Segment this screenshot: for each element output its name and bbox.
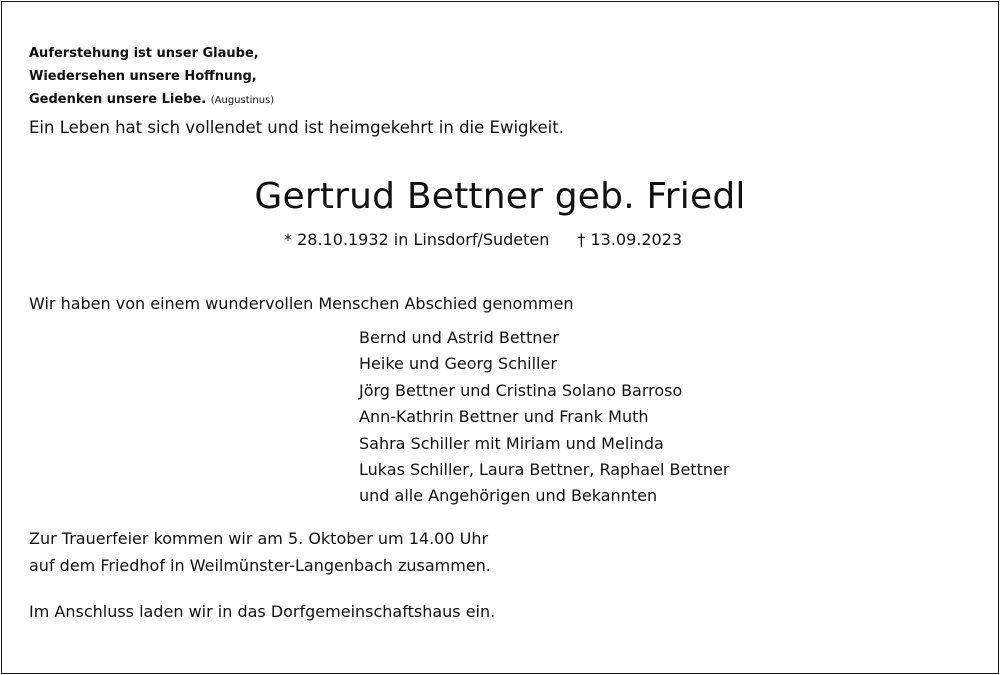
- deceased-name: Gertrud Bettner geb. Friedl: [254, 176, 746, 217]
- mourner-entry: und alle Angehörigen und Bekannten: [359, 486, 658, 506]
- birth-date: * 28.10.1932 in Linsdorf/Sudeten: [284, 230, 550, 249]
- motto-line: Wiedersehen unsere Hoffnung,: [29, 69, 257, 84]
- motto-line-text: Gedenken unsere Liebe.: [29, 92, 207, 107]
- motto-quote: [29, 42, 274, 112]
- motto-line: Auferstehung ist unser Glaube,: [29, 46, 259, 61]
- funeral-service-info: [29, 526, 491, 579]
- mourner-entry: Jörg Bettner und Cristina Solano Barroso: [359, 380, 683, 400]
- life-dates: [284, 230, 682, 249]
- mourner-entry: Heike und Georg Schiller: [359, 354, 557, 374]
- closing-text: Im Anschluss laden wir in das Dorfgemeinschaftshaus ein.: [29, 602, 496, 621]
- motto-line-last: [29, 88, 274, 112]
- death-date: † 13.09.2023: [577, 230, 683, 249]
- service-line: auf dem Friedhof in Weilmünster-Langenbach zusammen.: [29, 555, 491, 575]
- mourner-entry: Sahra Schiller mit Miriam und Melinda: [359, 433, 664, 453]
- service-line: Zur Trauerfeier kommen wir am 5. Oktober um 14.00 Uhr: [29, 529, 489, 548]
- mourner-entry: Ann-Kathrin Bettner und Frank Muth: [359, 407, 649, 427]
- farewell-text: Wir haben von einem wundervollen Menschen Abschied genommen: [29, 294, 574, 313]
- obituary-notice: [1, 1, 999, 674]
- motto-source: (Augustinus): [210, 95, 275, 106]
- mourner-entry: Bernd und Astrid Bettner: [359, 328, 559, 347]
- mourner-entry: Lukas Schiller, Laura Bettner, Raphael Bettner: [359, 460, 730, 480]
- intro-text: Ein Leben hat sich vollendet und ist heimgekehrt in die Ewigkeit.: [29, 118, 564, 137]
- mourners-list: [359, 325, 729, 510]
